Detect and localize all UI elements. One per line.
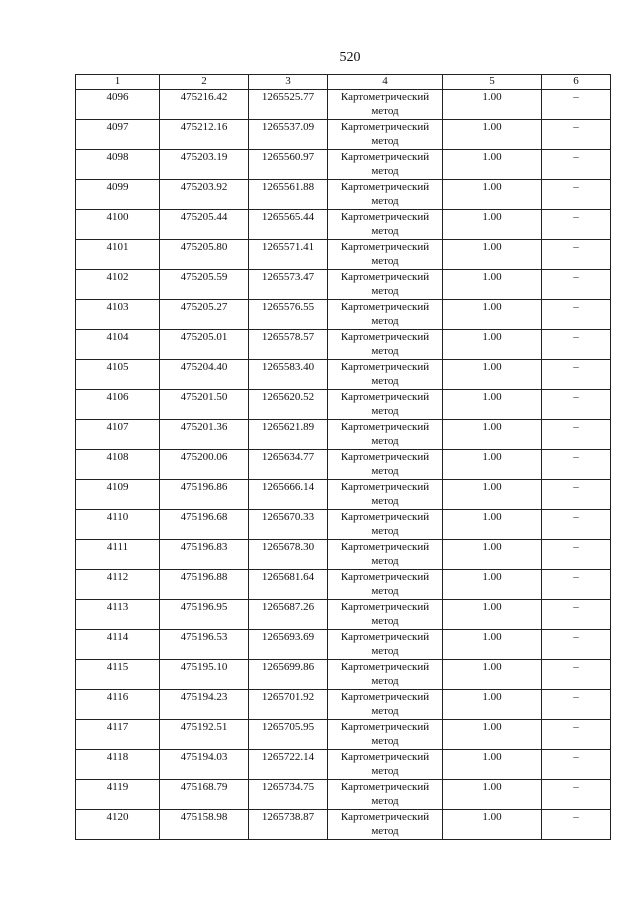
accuracy-cell: 1.00	[443, 780, 542, 810]
point-number-cell: 4107	[76, 420, 160, 450]
note-cell: –	[542, 810, 611, 840]
accuracy-cell: 1.00	[443, 600, 542, 630]
note-cell: –	[542, 330, 611, 360]
method-cell: Картометрический метод	[328, 600, 443, 630]
accuracy-cell: 1.00	[443, 270, 542, 300]
table-body	[76, 90, 611, 840]
note-cell: –	[542, 510, 611, 540]
point-number-cell: 4115	[76, 660, 160, 690]
method-cell: Картометрический метод	[328, 420, 443, 450]
note-cell: –	[542, 720, 611, 750]
y-coordinate-cell: 1265738.87	[249, 810, 328, 840]
table-row	[76, 450, 611, 480]
x-coordinate-cell: 475196.86	[160, 480, 249, 510]
x-coordinate-cell: 475201.50	[160, 390, 249, 420]
y-coordinate-cell: 1265560.97	[249, 150, 328, 180]
y-coordinate-cell: 1265678.30	[249, 540, 328, 570]
table-row	[76, 660, 611, 690]
method-cell: Картометрический метод	[328, 480, 443, 510]
x-coordinate-cell: 475203.19	[160, 150, 249, 180]
accuracy-cell: 1.00	[443, 360, 542, 390]
method-cell: Картометрический метод	[328, 300, 443, 330]
table-row	[76, 810, 611, 840]
point-number-cell: 4108	[76, 450, 160, 480]
accuracy-cell: 1.00	[443, 300, 542, 330]
x-coordinate-cell: 475205.80	[160, 240, 249, 270]
note-cell: –	[542, 180, 611, 210]
accuracy-cell: 1.00	[443, 450, 542, 480]
point-number-cell: 4110	[76, 510, 160, 540]
y-coordinate-cell: 1265687.26	[249, 600, 328, 630]
column-header-5: 5	[443, 75, 542, 90]
x-coordinate-cell: 475168.79	[160, 780, 249, 810]
y-coordinate-cell: 1265573.47	[249, 270, 328, 300]
x-coordinate-cell: 475196.88	[160, 570, 249, 600]
method-cell: Картометрический метод	[328, 660, 443, 690]
method-cell: Картометрический метод	[328, 210, 443, 240]
point-number-cell: 4116	[76, 690, 160, 720]
note-cell: –	[542, 630, 611, 660]
method-cell: Картометрический метод	[328, 270, 443, 300]
point-number-cell: 4109	[76, 480, 160, 510]
x-coordinate-cell: 475201.36	[160, 420, 249, 450]
note-cell: –	[542, 660, 611, 690]
y-coordinate-cell: 1265681.64	[249, 570, 328, 600]
method-cell: Картометрический метод	[328, 390, 443, 420]
note-cell: –	[542, 690, 611, 720]
note-cell: –	[542, 120, 611, 150]
x-coordinate-cell: 475196.83	[160, 540, 249, 570]
x-coordinate-cell: 475216.42	[160, 90, 249, 120]
method-cell: Картометрический метод	[328, 150, 443, 180]
point-number-cell: 4102	[76, 270, 160, 300]
point-number-cell: 4114	[76, 630, 160, 660]
table-row	[76, 300, 611, 330]
method-cell: Картометрический метод	[328, 450, 443, 480]
point-number-cell: 4099	[76, 180, 160, 210]
column-header-6: 6	[542, 75, 611, 90]
accuracy-cell: 1.00	[443, 390, 542, 420]
point-number-cell: 4100	[76, 210, 160, 240]
method-cell: Картометрический метод	[328, 780, 443, 810]
accuracy-cell: 1.00	[443, 570, 542, 600]
table-row	[76, 750, 611, 780]
x-coordinate-cell: 475194.23	[160, 690, 249, 720]
x-coordinate-cell: 475205.44	[160, 210, 249, 240]
accuracy-cell: 1.00	[443, 180, 542, 210]
accuracy-cell: 1.00	[443, 240, 542, 270]
accuracy-cell: 1.00	[443, 630, 542, 660]
column-header-1: 1	[76, 75, 160, 90]
method-cell: Картометрический метод	[328, 360, 443, 390]
x-coordinate-cell: 475196.53	[160, 630, 249, 660]
point-number-cell: 4105	[76, 360, 160, 390]
x-coordinate-cell: 475195.10	[160, 660, 249, 690]
y-coordinate-cell: 1265565.44	[249, 210, 328, 240]
method-cell: Картометрический метод	[328, 690, 443, 720]
method-cell: Картометрический метод	[328, 330, 443, 360]
note-cell: –	[542, 210, 611, 240]
y-coordinate-cell: 1265670.33	[249, 510, 328, 540]
method-cell: Картометрический метод	[328, 90, 443, 120]
x-coordinate-cell: 475196.95	[160, 600, 249, 630]
y-coordinate-cell: 1265561.88	[249, 180, 328, 210]
note-cell: –	[542, 360, 611, 390]
point-number-cell: 4101	[76, 240, 160, 270]
x-coordinate-cell: 475205.59	[160, 270, 249, 300]
y-coordinate-cell: 1265666.14	[249, 480, 328, 510]
point-number-cell: 4096	[76, 90, 160, 120]
point-number-cell: 4098	[76, 150, 160, 180]
note-cell: –	[542, 450, 611, 480]
table-row	[76, 240, 611, 270]
accuracy-cell: 1.00	[443, 720, 542, 750]
x-coordinate-cell: 475200.06	[160, 450, 249, 480]
note-cell: –	[542, 270, 611, 300]
table-row	[76, 150, 611, 180]
accuracy-cell: 1.00	[443, 540, 542, 570]
note-cell: –	[542, 390, 611, 420]
accuracy-cell: 1.00	[443, 120, 542, 150]
accuracy-cell: 1.00	[443, 510, 542, 540]
method-cell: Картометрический метод	[328, 720, 443, 750]
table-row	[76, 270, 611, 300]
x-coordinate-cell: 475194.03	[160, 750, 249, 780]
table-row	[76, 780, 611, 810]
note-cell: –	[542, 420, 611, 450]
note-cell: –	[542, 300, 611, 330]
accuracy-cell: 1.00	[443, 150, 542, 180]
y-coordinate-cell: 1265525.77	[249, 90, 328, 120]
method-cell: Картометрический метод	[328, 240, 443, 270]
accuracy-cell: 1.00	[443, 330, 542, 360]
table-row	[76, 600, 611, 630]
point-number-cell: 4120	[76, 810, 160, 840]
point-number-cell: 4113	[76, 600, 160, 630]
accuracy-cell: 1.00	[443, 810, 542, 840]
note-cell: –	[542, 240, 611, 270]
table-header-row	[76, 75, 611, 90]
page-number: 520	[339, 50, 361, 65]
table-row	[76, 210, 611, 240]
y-coordinate-cell: 1265734.75	[249, 780, 328, 810]
table-row	[76, 690, 611, 720]
note-cell: –	[542, 90, 611, 120]
table-row	[76, 540, 611, 570]
method-cell: Картометрический метод	[328, 120, 443, 150]
point-number-cell: 4097	[76, 120, 160, 150]
y-coordinate-cell: 1265722.14	[249, 750, 328, 780]
accuracy-cell: 1.00	[443, 90, 542, 120]
column-header-3: 3	[249, 75, 328, 90]
point-number-cell: 4117	[76, 720, 160, 750]
x-coordinate-cell: 475158.98	[160, 810, 249, 840]
note-cell: –	[542, 750, 611, 780]
column-header-4: 4	[328, 75, 443, 90]
y-coordinate-cell: 1265620.52	[249, 390, 328, 420]
table-row	[76, 330, 611, 360]
x-coordinate-cell: 475205.01	[160, 330, 249, 360]
note-cell: –	[542, 480, 611, 510]
point-number-cell: 4106	[76, 390, 160, 420]
y-coordinate-cell: 1265621.89	[249, 420, 328, 450]
column-header-2: 2	[160, 75, 249, 90]
accuracy-cell: 1.00	[443, 480, 542, 510]
point-number-cell: 4104	[76, 330, 160, 360]
note-cell: –	[542, 780, 611, 810]
note-cell: –	[542, 150, 611, 180]
point-number-cell: 4112	[76, 570, 160, 600]
x-coordinate-cell: 475205.27	[160, 300, 249, 330]
point-number-cell: 4111	[76, 540, 160, 570]
table-row	[76, 480, 611, 510]
accuracy-cell: 1.00	[443, 690, 542, 720]
table-row	[76, 420, 611, 450]
table-row	[76, 180, 611, 210]
x-coordinate-cell: 475212.16	[160, 120, 249, 150]
table-row	[76, 570, 611, 600]
accuracy-cell: 1.00	[443, 210, 542, 240]
note-cell: –	[542, 600, 611, 630]
y-coordinate-cell: 1265537.09	[249, 120, 328, 150]
x-coordinate-cell: 475203.92	[160, 180, 249, 210]
x-coordinate-cell: 475204.40	[160, 360, 249, 390]
table-row	[76, 120, 611, 150]
x-coordinate-cell: 475192.51	[160, 720, 249, 750]
y-coordinate-cell: 1265576.55	[249, 300, 328, 330]
table-row	[76, 390, 611, 420]
y-coordinate-cell: 1265634.77	[249, 450, 328, 480]
y-coordinate-cell: 1265571.41	[249, 240, 328, 270]
accuracy-cell: 1.00	[443, 750, 542, 780]
method-cell: Картометрический метод	[328, 810, 443, 840]
table-row	[76, 630, 611, 660]
method-cell: Картометрический метод	[328, 570, 443, 600]
point-number-cell: 4119	[76, 780, 160, 810]
table-row	[76, 510, 611, 540]
x-coordinate-cell: 475196.68	[160, 510, 249, 540]
point-number-cell: 4103	[76, 300, 160, 330]
table-row	[76, 360, 611, 390]
note-cell: –	[542, 570, 611, 600]
method-cell: Картометрический метод	[328, 750, 443, 780]
y-coordinate-cell: 1265705.95	[249, 720, 328, 750]
y-coordinate-cell: 1265699.86	[249, 660, 328, 690]
method-cell: Картометрический метод	[328, 540, 443, 570]
method-cell: Картометрический метод	[328, 510, 443, 540]
y-coordinate-cell: 1265583.40	[249, 360, 328, 390]
point-number-cell: 4118	[76, 750, 160, 780]
coordinates-table	[75, 74, 611, 840]
y-coordinate-cell: 1265701.92	[249, 690, 328, 720]
y-coordinate-cell: 1265578.57	[249, 330, 328, 360]
y-coordinate-cell: 1265693.69	[249, 630, 328, 660]
table-row	[76, 720, 611, 750]
method-cell: Картометрический метод	[328, 630, 443, 660]
accuracy-cell: 1.00	[443, 660, 542, 690]
note-cell: –	[542, 540, 611, 570]
table-row	[76, 90, 611, 120]
accuracy-cell: 1.00	[443, 420, 542, 450]
method-cell: Картометрический метод	[328, 180, 443, 210]
